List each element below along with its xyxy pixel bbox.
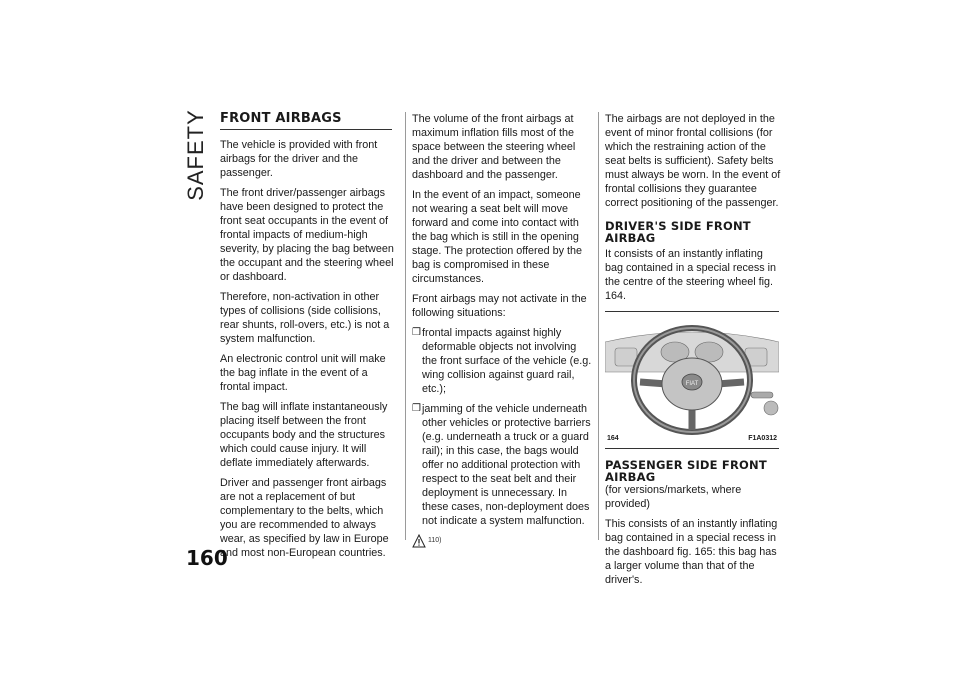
section-tab-label: SAFETY: [183, 109, 209, 201]
column-divider: [598, 112, 599, 540]
paragraph: This consists of an instantly inflating bag contained in a special recess in the dashboard fig. 165: this bag has a larger volume than that of the driver's.: [605, 518, 778, 586]
list-item-text: frontal impacts against highly deformable objects not involving the front surface of the vehicle (e.g. wing collision against guard rail, etc.);: [422, 327, 592, 395]
figure-number: 164: [607, 435, 619, 442]
list-item: [412, 326, 594, 396]
page-number: 160: [186, 546, 228, 570]
warning-reference: [412, 534, 594, 548]
column-divider: [405, 112, 406, 540]
steering-wheel-illustration: [605, 312, 779, 448]
paragraph: The volume of the front airbags at maximum inflation fills most of the space between the steering wheel and the driver and between the dashboard and the passenger.: [412, 113, 576, 181]
steering-wheel-figure: [605, 311, 779, 449]
list-item-text: jamming of the vehicle underneath other vehicles or protective barriers (e.g. underneath a truck or a guard rail); in this case, the bags would offer no additional protection with respect to the seat belt and their deployment is unnecessary. In these cases, non-deployment does not indicate a system malfunction.: [422, 403, 591, 527]
paragraph: The airbags are not deployed in the event of minor frontal collisions (for which the restraining action of the seat belts is sufficient). Safety belts must always be worn. In the event of frontal collisions they guarantee correct positioning of the passenger.: [605, 113, 781, 209]
paragraph: In the event of an impact, someone not wearing a seat belt will move forward and come into contact with the bag which is still in the opening stage. The protection offered by the bag is compromised in these circumstances.: [412, 189, 583, 285]
column-2: [412, 112, 594, 548]
passenger-airbag-note: (for versions/markets, where provided): [605, 484, 742, 510]
driver-airbag-heading: DRIVER'S SIDE FRONT AIRBAG: [605, 219, 751, 245]
column-3: [605, 112, 783, 593]
section-tab: [176, 110, 216, 200]
column-1: [220, 112, 400, 566]
figure-code: F1A0312: [748, 435, 777, 442]
paragraph: Front airbags may not activate in the following situations:: [412, 293, 587, 319]
list-item: [412, 402, 594, 528]
svg-text:FIAT: FIAT: [685, 381, 699, 387]
checkbox-bullet-icon: ❒: [412, 327, 421, 338]
section-heading: FRONT AIRBAGS: [220, 112, 392, 130]
paragraph: Driver and passenger front airbags are not a replacement of but complementary to the belts, which you are recommended to always wear, as specified by law in Europe and most non-European countries.: [220, 477, 389, 559]
checkbox-bullet-icon: ❒: [412, 403, 421, 414]
warning-triangle-icon: [412, 534, 426, 548]
passenger-airbag-heading: PASSENGER SIDE FRONT AIRBAG: [605, 458, 767, 484]
paragraph: Therefore, non-activation in other types of collisions (side collisions, rear shunts, roll-overs, etc.) is not a system malfunction.: [220, 291, 390, 345]
warning-reference-number: 110): [428, 537, 442, 544]
paragraph: The bag will inflate instantaneously placing itself between the front occupants body and the structures which could cause injury. It will deflate immediately afterwards.: [220, 401, 388, 469]
paragraph: The vehicle is provided with front airbags for the driver and the passenger.: [220, 139, 378, 179]
paragraph: It consists of an instantly inflating bag contained in a special recess in the centre of the steering wheel fig. 164.: [605, 248, 777, 302]
paragraph: The front driver/passenger airbags have been designed to protect the front seat occupants in the event of frontal impacts of medium-high severity, by placing the bag between the occupant and the steering wheel or dashboard.: [220, 187, 394, 283]
paragraph: An electronic control unit will make the bag inflate in the event of a frontal impact.: [220, 353, 386, 393]
